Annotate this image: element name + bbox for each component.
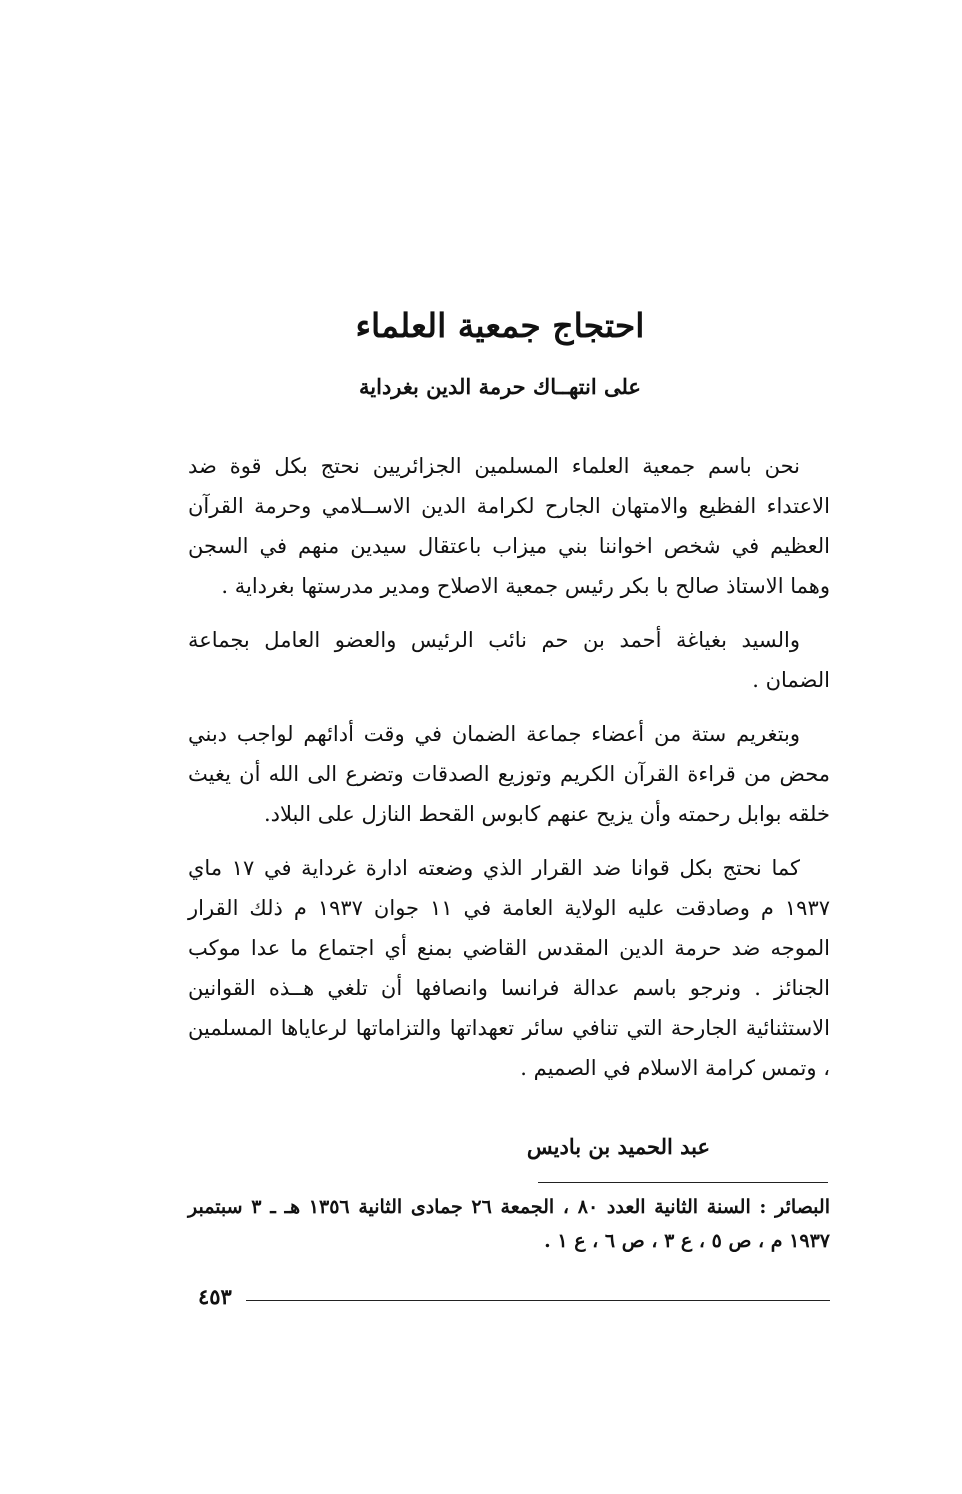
document-subtitle: على انتهــاك حرمة الدين بغرداية — [359, 374, 641, 399]
footer-rule — [246, 1300, 830, 1301]
signature: عبد الحميد بن باديس — [526, 1134, 710, 1159]
paragraph-1: نحن باسم جمعية العلماء المسلمين الجزائريين نحتج بكل قوة ضد الاعتداء الفظيع والامتهان الجارح لكرامة الدين الاســلامي وحرمة القرآن العظيم في شخص اخواننا بني ميزاب باعتقال سيدين منهم في السجن وهما الاستاذ صالح با بكر رئيس جمعية الاصلاح ومدير مدرستها بغرداية . — [188, 454, 830, 598]
page-number: ٤٥٣ — [198, 1284, 232, 1309]
page-footer — [198, 1284, 832, 1314]
paragraph-2: والسيد بغياغة أحمد بن حم نائب الرئيس والعضو العامل بجماعة الضمان . — [188, 628, 830, 692]
document-title: احتجاج جمعية العلماء — [355, 306, 645, 345]
paragraph-4: كما نحتج بكل قوانا ضد القرار الذي وضعته ادارة غرداية في ١٧ ماي ١٩٣٧ م وصادقت عليه الولاية العامة في ١١ جوان ١٩٣٧ م ذلك القرار الموجه ضد حرمة الدين المقدس القاضي بمنع أي اجتماع ما عدا موكب الجنائز . ونرجو باسم عدالة فرانسا وانصافها أن تلغي هــذه القوانين الاستثنائية الجارحة التي تنافي سائر تعهداتها والتزاماتها لرعاياها المسلمين ، وتمس كرامة الاسلام في الصميم . — [188, 856, 831, 1080]
document-body — [188, 446, 830, 1102]
paragraph-3: وبتغريم ستة من أعضاء جماعة الضمان في وقت أدائهم لواجب دبني محض من قراءة القرآن الكريم وتوزيع الصدقات وتضرع الى الله أن يغيث خلقه بوابل رحمته وأن يزيح عنهم كابوس القحط النازل على البلاد. — [188, 722, 830, 826]
footnote: البصائر : السنة الثانية العدد ٨٠ ، الجمعة ٢٦ جمادى الثانية ١٣٥٦ هـ ـ ٣ سبتمبر ١٩٣٧ م ، ص ٥ ، ع ٣ ، ص ٦ ، ع ١ . — [188, 1196, 830, 1252]
footnote-divider — [538, 1182, 828, 1183]
